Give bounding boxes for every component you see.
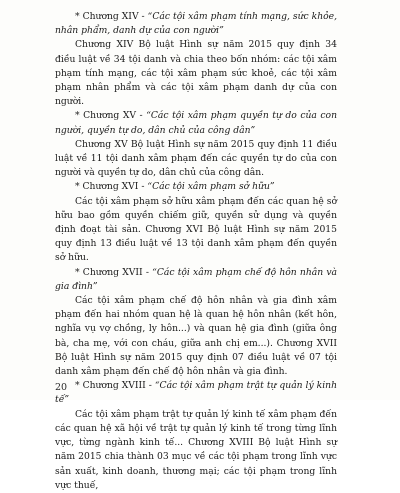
chapter-xiv-heading xyxy=(55,10,337,38)
chapter-xiv-body: Chương XIV Bộ luật Hình sự năm 2015 quy định 34 điều luật về 34 tội danh và chia theo bốn nhóm: các tội xâm phạm tính mạng, các tội xâm phạm sức khoẻ, các tội xâm phạm nhân phẩm và các tội xâm phạm danh dự của con người. xyxy=(55,39,337,108)
chapter-xiv-title: “Các tội xâm phạm tính mạng, sức khỏe, nhân phẩm, danh dự của con người” xyxy=(55,11,337,37)
chapter-xvi-prefix: * Chương XVI - xyxy=(75,181,148,193)
chapter-xv-prefix: * Chương XV - xyxy=(75,110,147,122)
chapter-xv-body: Chương XV Bộ luật Hình sự năm 2015 quy định 11 điều luật về 11 tội danh xâm phạm đến các quyền tự do của con người và quyền tự do, dân chủ của công dân. xyxy=(55,138,337,179)
chapter-xvii-body: Các tội xâm phạm chế độ hôn nhân và gia đình xâm phạm đến hai nhóm quan hệ là quan hệ hôn nhân (kết hôn, nghĩa vụ vợ chồng, ly hôn...) và quan hệ gia đình (giữa ông bà, cha mẹ, với con cháu, giữa anh chị em...). Chương XVII Bộ luật Hình sự năm 2015 quy định 07 điều luật về 07 tội danh xâm phạm đến chế độ hôn nhân và gia đình. xyxy=(55,295,337,378)
chapter-xviii-prefix: * Chương XVIII - xyxy=(75,380,155,392)
chapter-xviii-title: “Các tội xâm phạm trật tự quản lý kinh tế” xyxy=(55,380,337,406)
chapter-xviii-body: Các tội xâm phạm trật tự quản lý kinh tế xâm phạm đến các quan hệ xã hội về trật tự quản lý kinh tế trong từng lĩnh vực, từng ngành kinh tế... Chương XVIII Bộ luật Hình sự năm 2015 chia thành 03 mục về các tội phạm trong lĩnh vực sản xuất, kinh doanh, thương mại; các tội phạm trong lĩnh vực thuế, xyxy=(55,408,337,491)
page-number: 20 xyxy=(55,382,68,393)
chapter-xvi-heading xyxy=(55,180,337,194)
chapter-xvi-body: Các tội xâm phạm sở hữu xâm phạm đến các quan hệ sở hữu bao gồm quyền chiếm giữ, quyền sử dụng và quyền định đoạt tài sản. Chương XVI Bộ luật Hình sự năm 2015 quy định 13 điều luật về 13 tội danh xâm phạm đến quyền sở hữu. xyxy=(55,195,337,264)
chapter-xvii-title: “Các tội xâm phạm chế độ hôn nhân và gia đình” xyxy=(55,266,338,292)
chapter-xvi-title: “Các tội xâm phạm sở hữu” xyxy=(147,181,275,193)
text-block xyxy=(55,10,337,493)
chapter-xvii-heading xyxy=(55,266,337,294)
chapter-xv-heading xyxy=(55,109,337,137)
chapter-xviii-heading xyxy=(55,379,337,407)
chapter-xv-title: “Các tội xâm phạm quyền tự do của con người, quyền tự do, dân chủ của công dân” xyxy=(55,110,338,136)
chapter-xvii-prefix: * Chương XVII - xyxy=(75,266,153,278)
chapter-xiv-prefix: * Chương XIV - xyxy=(75,11,148,22)
